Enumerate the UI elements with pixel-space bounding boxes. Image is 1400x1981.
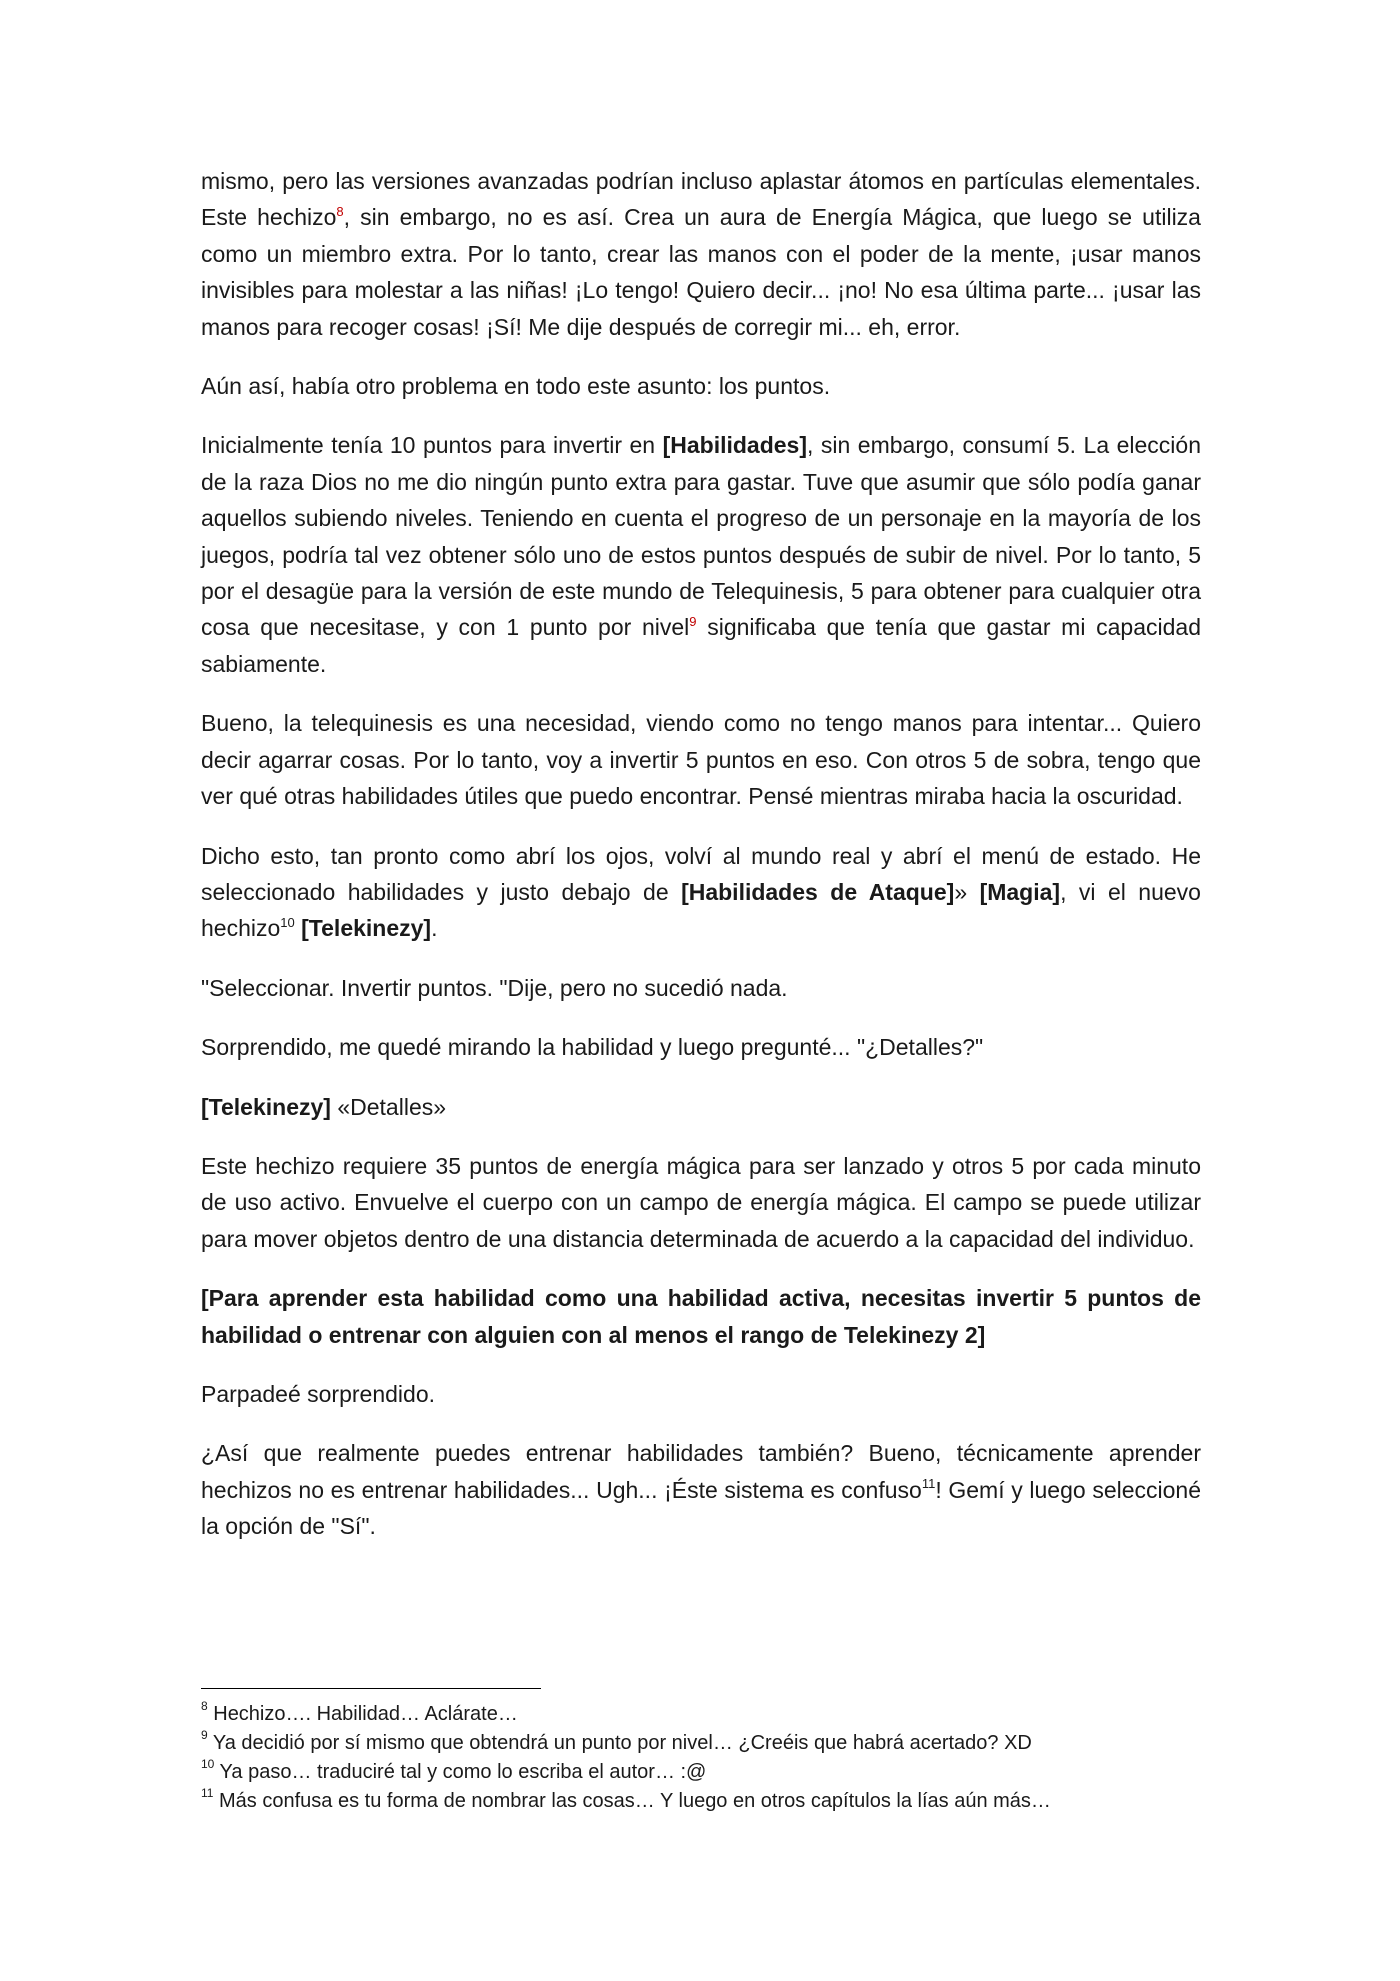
text-span: mismo, pero las versiones avanzadas podrían incluso aplastar átomos en partículas elementales. Este hechizo: [201, 168, 1201, 231]
footnote-11: [201, 1787, 1201, 1816]
footnote-ref-11[interactable]: 11: [921, 1476, 936, 1492]
text-span: «Detalles»: [330, 1093, 447, 1120]
paragraph-1: [201, 163, 1201, 345]
footnote-number: 8: [201, 1699, 208, 1714]
text-span: Dicho esto, tan pronto como abrí los ojos, volví al mundo real y abrí el menú de estado. He seleccionado habilidades y justo debajo de: [201, 842, 1201, 905]
paragraph-3: [201, 427, 1201, 682]
footnote-text: Ya decidió por sí mismo que obtendrá un punto por nivel… ¿Creéis que habrá acertado? XD: [207, 1732, 1032, 1754]
paragraph-12: [201, 1435, 1201, 1544]
paragraph-8: [201, 1089, 1201, 1125]
paragraph-6: "Seleccionar. Invertir puntos. "Dije, pero no sucedió nada.: [201, 974, 788, 1001]
skill-term: [Habilidades]: [662, 432, 808, 459]
text-span: »: [954, 878, 980, 905]
body-text: [201, 163, 1201, 1568]
paragraph-4: Bueno, la telequinesis es una necesidad, viendo como no tengo manos para intentar... Quiero decir agarrar cosas. Por lo tanto, voy a invertir 5 puntos en eso. Con otros 5 de sobra, tengo que ver qué otras habilidades útiles que puedo encontrar. Pensé mientras miraba hacia la oscuridad.: [201, 710, 1201, 810]
paragraph-11: Parpadeé sorprendido.: [201, 1380, 435, 1407]
text-span: , sin embargo, consumí 5. La elección de la raza Dios no me dio ningún punto extra para gastar. Tuve que asumir que sólo podía ganar aquellos subiendo niveles. Teniendo en cuenta el progreso de un personaje en la mayoría de los juegos, podría tal vez obtener sólo uno de estos puntos después de subir de nivel. Por lo tanto, 5 por el desagüe para la versión de este mundo de Telequinesis, 5 para obtener para cualquier otra cosa que necesitase, y con 1 punto por nivel: [201, 432, 1201, 641]
text-span: .: [431, 915, 438, 942]
skill-term: [Telekinezy]: [294, 915, 432, 942]
skill-term: [Habilidades de Ataque]: [681, 878, 955, 905]
paragraph-9: Este hechizo requiere 35 puntos de energía mágica para ser lanzado y otros 5 por cada minuto de uso activo. Envuelve el cuerpo con un campo de energía mágica. El campo se puede utilizar para mover objetos dentro de una distancia determinada de acuerdo a la capacidad del individuo.: [201, 1152, 1201, 1252]
footnote-number: 10: [201, 1757, 215, 1772]
footnote-ref-10[interactable]: 10: [280, 914, 295, 930]
text-span: significaba que tenía que gastar mi capacidad sabiamente.: [201, 614, 1201, 677]
paragraph-2: Aún así, había otro problema en todo este asunto: los puntos.: [201, 373, 831, 400]
skill-term: [Magia]: [979, 878, 1061, 905]
footnote-number: 11: [201, 1786, 214, 1801]
footnote-10: [201, 1758, 1201, 1787]
paragraph-10: [201, 1280, 1201, 1353]
footnote-text: Más confusa es tu forma de nombrar las cosas… Y luego en otros capítulos la lías aún más…: [213, 1790, 1051, 1812]
footnote-number: 9: [201, 1728, 208, 1743]
text-span: ! Gemí y luego seleccioné la opción de "Sí".: [201, 1476, 1201, 1540]
text-span: , vi el nuevo hechizo: [201, 878, 1201, 942]
footnotes: [201, 1700, 1201, 1816]
footnote-text: Hechizo…. Habilidad… Aclárate…: [207, 1703, 518, 1725]
skill-term: [Telekinezy]: [201, 1093, 331, 1120]
footnote-ref-8[interactable]: 8: [336, 203, 344, 219]
text-span: , sin embargo, no es así. Crea un aura de Energía Mágica, que luego se utiliza como un miembro extra. Por lo tanto, crear las manos con el poder de la mente, ¡usar manos invisibles para molestar a las niñas! ¡Lo tengo! Quiero decir... ¡no! No esa última parte... ¡usar las manos para recoger cosas! ¡Sí! Me dije después de corregir mi... eh, error.: [201, 204, 1201, 340]
paragraph-5: [201, 838, 1201, 947]
footnote-text: Ya paso… traduciré tal y como lo escriba el autor… :@: [214, 1761, 707, 1783]
footnote-8: [201, 1700, 1201, 1729]
system-message: [Para aprender esta habilidad como una habilidad activa, necesitas invertir 5 puntos de habilidad o entrenar con alguien con al menos el rango de Telekinezy 2]: [201, 1285, 1201, 1348]
text-span: Inicialmente tenía 10 puntos para invertir en: [201, 432, 663, 459]
footnote-ref-9[interactable]: 9: [689, 613, 697, 629]
paragraph-7: Sorprendido, me quedé mirando la habilidad y luego pregunté... "¿Detalles?": [201, 1034, 984, 1061]
text-span: ¿Así que realmente puedes entrenar habilidades también? Bueno, técnicamente aprender hechizos no es entrenar habilidades... Ugh... ¡Éste sistema es confuso: [201, 1440, 1201, 1503]
footnote-divider: [201, 1688, 541, 1689]
footnote-9: [201, 1729, 1201, 1758]
